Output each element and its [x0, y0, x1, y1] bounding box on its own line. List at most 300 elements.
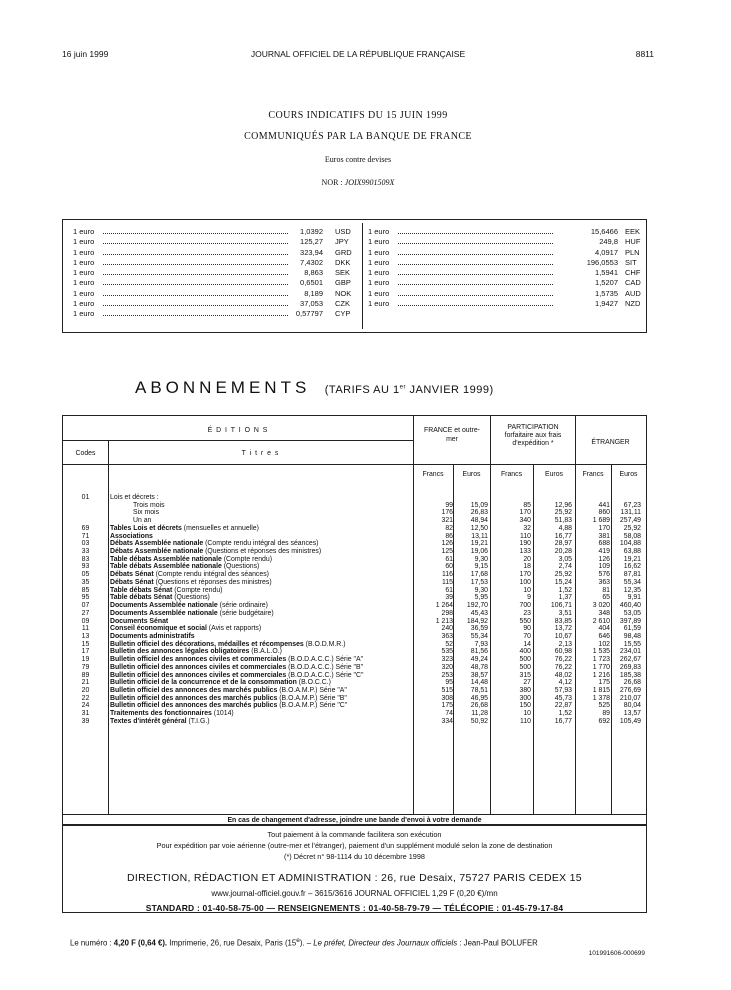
rate-row [73, 309, 363, 319]
row-value: 10 [523, 586, 531, 594]
header-codes: Codes [75, 450, 96, 457]
numero-label: Le numéro : [70, 938, 112, 948]
header-etranger: ÉTRANGER [591, 439, 630, 446]
header-page-number: 8811 [635, 49, 654, 59]
row-title [110, 672, 363, 680]
rate-row [73, 237, 363, 247]
row-value: 23 [523, 609, 531, 617]
row-value: 300 [519, 694, 531, 702]
row-value: 83,85 [554, 617, 572, 625]
currency-code: CHF [625, 268, 641, 278]
row-value: 32 [523, 524, 531, 532]
row-value: 18 [523, 563, 531, 571]
row-code: 79 [81, 663, 90, 671]
row-title-detail: (Avis et rapports) [206, 625, 262, 633]
table-row [63, 602, 646, 610]
row-value: 381 [598, 532, 610, 540]
row-value: 1 815 [592, 686, 610, 694]
table-row [63, 656, 646, 664]
tarifs-post: JANVIER 1999) [405, 384, 494, 396]
row-value: 25,92 [623, 524, 641, 532]
table-row [63, 494, 646, 502]
row-title-main: Bulletin officiel des annonces des marchés publics [110, 686, 278, 694]
rate-row [73, 227, 363, 237]
row-value: 257,49 [619, 517, 641, 525]
rate-row [368, 289, 640, 299]
row-value: 25,92 [554, 571, 572, 579]
imprimerie-end: ). – [299, 938, 314, 948]
rate-value: 323,94 [300, 247, 323, 257]
row-value: 76,22 [554, 663, 572, 671]
row-title [110, 571, 269, 579]
row-code: 83 [81, 555, 90, 563]
row-value: 363 [441, 632, 453, 640]
row-value: 106,71 [550, 602, 572, 610]
leader-dots [398, 274, 553, 275]
row-title [110, 656, 363, 664]
row-value: 175 [441, 702, 453, 710]
row-value: 380 [519, 686, 531, 694]
rate-row [368, 268, 640, 278]
row-value: 400 [519, 648, 531, 656]
row-value: 116 [442, 571, 453, 579]
row-value: 45,73 [554, 694, 572, 702]
row-code: 09 [81, 617, 90, 625]
rate-row [368, 299, 640, 309]
decree-note: (*) Décret n° 98-1114 du 10 décembre 1998 [284, 852, 425, 861]
row-title-main: Documents Assemblée nationale [110, 602, 218, 610]
address-change-note: En cas de changement d'adresse, joindre une bande d'envoi à votre demande [227, 817, 482, 824]
row-value: 11,28 [471, 710, 488, 718]
row-value: 110 [520, 532, 531, 540]
row-value: 1 723 [592, 656, 610, 664]
nor-label: NOR : [321, 178, 343, 187]
row-value: 15,24 [554, 578, 572, 586]
row-value: 363 [598, 578, 610, 586]
rate-label: 1 euro [73, 237, 95, 247]
row-title-main: Table débats Sénat [110, 594, 173, 602]
row-code: 07 [81, 602, 90, 610]
table-row [63, 587, 646, 595]
row-title-main: Textes d'intérêt général [110, 717, 187, 725]
row-code: 22 [81, 694, 90, 702]
row-value: 334 [441, 717, 453, 725]
nor-reference [62, 178, 654, 187]
row-value: 320 [441, 663, 453, 671]
row-value: 78,51 [470, 686, 488, 694]
rule-header-bottom [63, 464, 646, 465]
row-value: 700 [519, 602, 531, 610]
row-value: 16,62 [623, 563, 641, 571]
table-row [63, 618, 646, 626]
row-value: 1,52 [558, 710, 572, 718]
leader-dots [398, 284, 553, 285]
rate-value: 8,863 [304, 268, 323, 278]
row-value: 52 [445, 640, 453, 648]
row-value: 298 [441, 609, 453, 617]
rate-label: 1 euro [73, 268, 95, 278]
row-title-main: Bulletin des annonces légales obligatoires [110, 648, 250, 656]
rate-label: 1 euro [368, 278, 390, 288]
row-value: 15,09 [470, 501, 488, 509]
row-code: 19 [81, 656, 90, 664]
currency-code: JPY [335, 237, 349, 247]
rate-row [368, 227, 640, 237]
row-value: 576 [598, 571, 610, 579]
row-value: 13,57 [623, 710, 641, 718]
row-value: 269,83 [619, 663, 641, 671]
cours-caption: Euros contre devises [324, 155, 392, 164]
row-title [110, 618, 168, 626]
leader-dots [103, 264, 288, 265]
row-title-detail: (série ordinaire) [217, 602, 268, 610]
row-title: Six mois [133, 509, 160, 517]
rate-label: 1 euro [368, 268, 390, 278]
row-title [110, 579, 272, 587]
row-value: 460,40 [619, 602, 641, 610]
row-value: 12,96 [554, 501, 572, 509]
row-value: 515 [441, 686, 453, 694]
rate-label: 1 euro [368, 288, 390, 298]
page-footer [70, 937, 645, 948]
row-title-main: Traitements des fonctionnaires [110, 710, 212, 718]
rate-value: 4,0917 [595, 247, 618, 257]
row-title-detail: (T.I.G.) [186, 717, 210, 725]
row-value: 525 [598, 702, 610, 710]
row-value: 253 [441, 671, 453, 679]
row-title [110, 702, 347, 710]
row-value: 81,56 [470, 648, 488, 656]
row-value: 19,21 [623, 555, 641, 563]
row-value: 26,83 [470, 509, 488, 517]
rate-label: 1 euro [73, 299, 95, 309]
row-value: 170 [598, 524, 610, 532]
row-value: 51,83 [554, 517, 572, 525]
rate-row [368, 278, 640, 288]
row-value: 176 [441, 509, 453, 517]
leader-dots [103, 274, 288, 275]
row-code: 71 [81, 532, 90, 540]
rates-column-right [368, 227, 640, 309]
row-title-detail: (1014) [211, 710, 234, 718]
page-header [62, 49, 654, 61]
subheader-etranger-francs: Francs [582, 471, 604, 478]
row-value: 550 [519, 617, 531, 625]
subheader-france-francs: Francs [422, 471, 444, 478]
row-value: 340 [519, 517, 531, 525]
row-title-detail: (série budgétaire) [217, 609, 274, 617]
table-row [63, 594, 646, 602]
row-value: 1 378 [592, 694, 610, 702]
direction-address: DIRECTION, RÉDACTION ET ADMINISTRATION : 26, rue Desaix, 75727 PARIS CEDEX 15 [127, 872, 582, 884]
currency-code: CYP [335, 309, 351, 319]
table-row [63, 695, 646, 703]
rate-value: 0,57797 [295, 309, 323, 319]
rate-label: 1 euro [368, 257, 390, 267]
row-value: 17,68 [470, 571, 488, 579]
row-value: 692 [598, 717, 610, 725]
currency-code: SEK [335, 268, 351, 278]
row-value: 688 [598, 540, 610, 548]
row-title [110, 679, 331, 687]
row-code: 17 [81, 648, 90, 656]
row-title-main: Bulletin officiel des annonces des marchés publics [110, 694, 278, 702]
row-value: 90 [523, 625, 531, 633]
exchange-rates-box [62, 219, 647, 333]
row-value: 60 [445, 563, 453, 571]
row-value: 55,34 [470, 632, 488, 640]
row-title-detail: (Questions) [221, 563, 260, 571]
row-value: 535 [441, 648, 453, 656]
row-value: 63,88 [623, 548, 641, 556]
leader-dots [103, 284, 288, 285]
row-value: 109 [598, 563, 610, 571]
row-title-main: Bulletin officiel des annonces des marchés publics [110, 702, 278, 710]
payment-note-1: Tout paiement à la commande facilitera son exécution [267, 830, 442, 839]
header-participation: PARTICIPATION forfaitaire aux frais d'expédition * [504, 424, 562, 447]
rate-value: 37,053 [300, 299, 323, 309]
row-value: 500 [519, 656, 531, 664]
table-row [63, 533, 646, 541]
row-value: 3,51 [558, 609, 572, 617]
row-value: 170 [519, 571, 531, 579]
rate-row [73, 299, 363, 309]
row-value: 10 [523, 710, 531, 718]
leader-dots [103, 254, 288, 255]
currency-code: EEK [625, 227, 641, 236]
row-value: 126 [441, 540, 453, 548]
row-value: 85 [523, 501, 531, 509]
table-row [63, 556, 646, 564]
row-code: 39 [81, 717, 90, 725]
row-code: 01 [81, 494, 90, 501]
row-value: 4,12 [558, 679, 572, 687]
row-title-main: Bulletin officiel des décorations, médailles et récompenses [110, 640, 304, 648]
rate-label: 1 euro [368, 237, 390, 247]
numero-price: 4,20 F (0,64 €). [113, 938, 168, 948]
rate-row [73, 278, 363, 288]
rate-value: 0,6501 [300, 278, 323, 288]
direction-web: www.journal-officiel.gouv.fr – 3615/3616 JOURNAL OFFICIEL 1,29 F (0,20 €)/mn [211, 889, 498, 898]
row-title-main: Bulletin officiel des annonces civiles et commerciales [110, 656, 287, 664]
row-value: 7,93 [474, 640, 488, 648]
row-title-detail: (Compte rendu intégral des séances) [153, 571, 269, 579]
table-row [63, 633, 646, 641]
row-title-detail: (Questions et réponses des ministres) [203, 548, 322, 556]
row-title [110, 625, 261, 633]
row-value: 65 [602, 594, 610, 602]
row-value: 1,37 [558, 594, 572, 602]
row-title-detail: (B.O.A.M.P.) Série "B" [277, 694, 347, 702]
table-row [63, 718, 646, 726]
row-value: 1 770 [592, 663, 610, 671]
cours-section [62, 110, 654, 187]
row-value: 27 [523, 679, 531, 687]
imprimerie-text: Imprimerie, 26, rue Desaix, Paris (15 [167, 938, 297, 948]
tarifs-sup: er [399, 384, 406, 391]
row-value: 12,50 [470, 524, 488, 532]
table-row [63, 625, 646, 633]
row-title-detail: (B.O.D.A.C.C.) Série "C" [286, 671, 364, 679]
table-row [63, 579, 646, 587]
row-title-detail: (B.A.L.O.) [249, 648, 282, 656]
payment-notes [62, 829, 647, 862]
leader-dots [103, 233, 288, 234]
row-value: 9,91 [627, 594, 641, 602]
row-title: Trois mois [133, 501, 165, 509]
row-value: 9,15 [474, 563, 488, 571]
row-value: 175 [598, 679, 610, 687]
currency-code: PLN [625, 247, 640, 257]
currency-code: CZK [335, 299, 350, 309]
table-row [63, 672, 646, 680]
table-row [63, 648, 646, 656]
row-title-detail: (Compte rendu) [172, 586, 223, 594]
row-value: 15,55 [623, 640, 641, 648]
row-value: 20,28 [554, 548, 572, 556]
row-value: 67,23 [623, 501, 641, 509]
row-value: 61 [445, 586, 453, 594]
currency-code: AUD [625, 288, 641, 298]
row-title-main: Débats Sénat [110, 578, 154, 586]
row-value: 150 [519, 702, 531, 710]
row-title [110, 540, 318, 548]
row-value: 4,88 [558, 524, 572, 532]
table-row [63, 679, 646, 687]
row-value: 348 [598, 609, 610, 617]
row-title-detail: (mensuelles et annuelle) [181, 524, 259, 532]
row-title [110, 695, 347, 703]
rate-row [368, 258, 640, 268]
row-code: 69 [81, 524, 90, 532]
rate-value: 249,8 [599, 237, 618, 247]
table-row [63, 548, 646, 556]
row-value: 397,89 [619, 617, 641, 625]
row-value: 16,77 [554, 532, 572, 540]
rate-value: 1,0392 [300, 227, 323, 236]
row-code: 03 [81, 540, 90, 548]
row-value: 58,08 [623, 532, 641, 540]
rule-table-bottom [63, 814, 646, 815]
row-title-main: Documents Assemblée nationale [110, 609, 218, 617]
rate-label: 1 euro [73, 309, 95, 319]
row-value: 419 [598, 548, 610, 556]
row-code: 35 [81, 578, 90, 586]
row-code: 20 [81, 686, 90, 694]
row-code: 05 [81, 571, 90, 579]
rule-editions [63, 440, 413, 441]
row-value: 28,97 [554, 540, 572, 548]
row-value: 1 535 [592, 648, 610, 656]
rate-label: 1 euro [73, 227, 95, 236]
row-value: 3 020 [592, 602, 610, 610]
leader-dots [103, 305, 288, 306]
row-value: 133 [519, 548, 531, 556]
row-value: 234,01 [619, 648, 641, 656]
row-code: 27 [81, 609, 90, 617]
row-value: 2,74 [558, 563, 572, 571]
row-title [110, 687, 347, 695]
row-title-detail: (B.O.D.A.C.C.) Série "A" [286, 656, 364, 664]
row-value: 13,11 [471, 532, 488, 540]
leader-dots [398, 264, 553, 265]
row-code: 85 [81, 586, 90, 594]
row-value: 100 [519, 578, 531, 586]
row-value: 45,43 [470, 609, 488, 617]
currency-code: SIT [625, 257, 637, 267]
row-value: 190 [519, 540, 531, 548]
row-value: 87,81 [623, 571, 641, 579]
abonnements-title: ABONNEMENTS [135, 378, 311, 397]
row-value: 46,95 [470, 694, 488, 702]
rates-divider [362, 223, 363, 329]
header-france: FRANCE et outre-mer [424, 427, 480, 443]
row-title [110, 664, 363, 672]
row-value: 210,07 [619, 694, 641, 702]
row-code: 93 [81, 563, 90, 571]
row-title-detail: (B.O.D.M.R.) [303, 640, 346, 648]
row-title [110, 587, 222, 595]
currency-code: GRD [335, 247, 352, 257]
subheader-particip-euros: Euros [544, 471, 563, 478]
row-value: 76,22 [554, 656, 572, 664]
table-row [63, 509, 646, 517]
row-title-main: Documents administratifs [110, 632, 195, 640]
currency-code: CAD [625, 278, 641, 288]
table-row [63, 517, 646, 525]
currency-code: NZD [625, 299, 641, 309]
row-title-detail: (B.O.D.A.C.C.) Série "B" [286, 663, 364, 671]
row-title [110, 641, 346, 649]
row-value: 95 [445, 679, 453, 687]
row-value: 61,59 [623, 625, 641, 633]
row-title-main: Bulletin officiel des annonces civiles et commerciales [110, 671, 287, 679]
row-value: 185,38 [619, 671, 641, 679]
row-value: 500 [519, 663, 531, 671]
row-value: 110 [520, 717, 531, 725]
row-value: 3,05 [558, 555, 572, 563]
row-title-main: Documents Sénat [110, 617, 169, 625]
rate-value: 1,9427 [595, 299, 618, 309]
rate-row [73, 289, 363, 299]
row-value: 126 [598, 555, 610, 563]
leader-dots [398, 233, 553, 234]
leader-dots [398, 305, 553, 306]
row-title-main: Associations [110, 532, 153, 540]
header-date: 16 juin 1999 [62, 49, 109, 59]
rate-value: 1,5207 [595, 278, 618, 288]
row-value: 22,87 [554, 702, 572, 710]
cours-subtitle: COMMUNIQUÉS PAR LA BANQUE DE FRANCE [244, 131, 472, 142]
row-value: 48,94 [470, 517, 488, 525]
row-code: 33 [81, 548, 90, 556]
row-title [110, 556, 272, 564]
table-row [63, 610, 646, 618]
row-title [110, 563, 259, 571]
table-row [63, 563, 646, 571]
row-title-main: Débats Assemblée nationale [110, 548, 204, 556]
currency-code: NOK [335, 288, 352, 298]
rate-row [368, 248, 640, 258]
row-title-detail: (Compte rendu) [221, 555, 272, 563]
row-title-main: Débats Sénat [110, 571, 154, 579]
row-code: 24 [81, 702, 90, 710]
row-value: 25,92 [554, 509, 572, 517]
rate-label: 1 euro [73, 247, 95, 257]
table-row [63, 502, 646, 510]
currency-code: HUF [625, 237, 641, 247]
row-value: 646 [598, 632, 610, 640]
